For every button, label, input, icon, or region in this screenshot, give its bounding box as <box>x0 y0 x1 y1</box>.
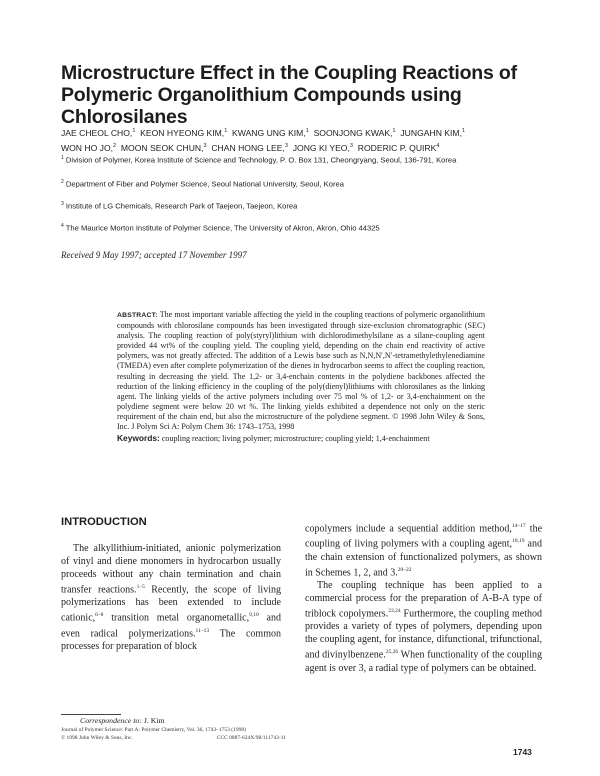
citation: 25,26 <box>385 649 399 656</box>
citation: 18,19 <box>512 538 525 545</box>
correspondence-label: Correspondence to: <box>80 716 142 725</box>
correspondence-note <box>80 716 165 725</box>
author: JONG KI YEO, <box>292 142 350 153</box>
author-sup: 4 <box>436 142 440 149</box>
text-run: The alkyllithium-initiated, anionic polymerization of vinyl and diene monomers in hydrocarbon usually proceeds without any chain termination and chain transfer reactions. <box>61 543 281 596</box>
affiliation-sup: 1 <box>61 155 64 161</box>
section-heading-introduction: INTRODUCTION <box>61 516 147 528</box>
citation: 11–13 <box>195 627 210 634</box>
author: JUNGAHN KIM, <box>400 127 462 138</box>
right-column <box>305 520 542 675</box>
journal-line: Journal of Polymer Science: Part A: Polymer Chemistry, Vol. 36, 1743–1753 (1998) <box>61 727 246 733</box>
intro-paragraph-2 <box>305 579 542 675</box>
abstract-paragraph <box>117 310 485 432</box>
affiliation-sup: 3 <box>61 201 64 207</box>
author-sup: 1 <box>392 128 396 134</box>
author-sup: 3 <box>349 142 353 149</box>
citation: 6–8 <box>95 612 104 619</box>
author-line-1 <box>61 125 541 140</box>
citation: 20–22 <box>397 566 412 573</box>
citation: 14–17 <box>511 523 526 529</box>
author: RODERIC P. QUIRK <box>357 142 437 153</box>
correspondence-name: J. Kim <box>143 716 165 725</box>
citation: 1–5 <box>136 584 145 590</box>
title-line-2: Polymeric Organolithium Compounds using Chlorosilanes <box>61 84 462 128</box>
abstract-text: The most important variable affecting the yield in the coupling reactions of polymeric organolithium compounds with chlorosilane compounds has been investigated through size-exclusion chromatographic (SEC) analysis. The coupling reaction of poly(styryl)lithium with dichlorodimethylsilane as a silane-coupling agent provided 44 wt% of the coupling yield. The coupling yield, depending on the chain end reactivity of active polymers, was not greatly affected. The addition of a Lewis base such as N,N,N′,N′-tetramethylethylenediamine (TMEDA) even after complete polymerization of the dienes in hydrocarbon seems to affect the coupling reaction, resulting in decreasing the yield. The 1,2- or 3,4-enchain contents in the polydiene backbones affected the reduction of the linking efficiency in the coupling of the poly(dienyl)lithiums with chlorosilanes as the linking agent. The linking yields of the active polymers including over 75 mol % of 1,2- or 3,4-enchainment on the polydiene segment were below 20 wt %. The linking yields exhibited a dependence not only on the steric requirement of the chain end, but also the microstructure of the polydiene segment. © 1998 John Wiley & Sons, Inc. J Polym Sci A: Polym Chem 36: 1743–1753, 1998 <box>117 310 486 432</box>
affiliation-text: Institute of LG Chemicals, Research Park of Taejeon, Taejeon, Korea <box>65 201 298 211</box>
author: MOON SEOK CHUN, <box>120 142 204 153</box>
ccc-code: CCC 0887-624X/98/111743-11 <box>216 735 286 741</box>
author: WON HO JO, <box>61 142 114 153</box>
author: KEON HYEONG KIM, <box>140 127 225 138</box>
intro-paragraph-1 <box>61 542 281 653</box>
author-line-2 <box>61 140 541 155</box>
page-number: 1743 <box>513 747 532 757</box>
text-run: transition metal organometallic, <box>103 612 250 624</box>
intro-paragraph-1-continued <box>305 520 542 579</box>
affiliation-sup: 4 <box>61 223 64 229</box>
affiliation-2 <box>61 179 541 189</box>
author-sup: 3 <box>284 142 288 149</box>
author-sup: 3 <box>203 142 207 149</box>
affiliation-text: The Maurice Morton Institute of Polymer Science, The University of Akron, Akron, Ohio 44325 <box>65 223 380 233</box>
text-run: copolymers include a sequential addition method, <box>305 523 512 535</box>
author: CHAN HONG LEE, <box>211 142 285 153</box>
text-run: When functionality of the coupling agent is over 3, a radial type of polymers can be obtained. <box>305 649 543 674</box>
affiliation-1 <box>61 155 541 165</box>
author: KWANG UNG KIM, <box>232 127 306 138</box>
affiliation-text: Division of Polymer, Korea Institute of Science and Technology, P. O. Box 131, Cheongryang, Seoul, 136-791, Korea <box>65 155 457 165</box>
citation: 9,10 <box>249 612 259 619</box>
affiliation-sup: 2 <box>61 179 64 185</box>
keywords-label: Keywords: <box>117 433 160 444</box>
author-sup: 1 <box>224 128 228 134</box>
paper-title <box>61 62 541 128</box>
abstract-label: ABSTRACT: <box>117 312 158 319</box>
author-sup: 1 <box>132 128 136 134</box>
author-sup: 1 <box>461 128 466 134</box>
author: JAE CHEOL CHO, <box>61 127 133 138</box>
text-run: and even radical polymerizations. <box>61 612 281 639</box>
author: SOONJONG KWAK, <box>313 127 393 138</box>
text-run: Furthermore, the coupling method provides a variety of types of polymers, depending upon the coupling agent, for instance, difunctional, trifunctional, and divinylbenzene. <box>305 608 542 661</box>
title-line-1: Microstructure Effect in the Coupling Reactions of <box>61 62 517 84</box>
author-sup: 2 <box>113 142 117 149</box>
text-run: the coupling of living polymers with a coupling agent, <box>305 523 543 550</box>
affiliation-text: Department of Fiber and Polymer Science, Seoul National University, Seoul, Korea <box>65 179 344 189</box>
copyright: © 1998 John Wiley & Sons, Inc. <box>61 735 133 741</box>
affiliation-4 <box>61 223 541 233</box>
text-run: Recently, the scope of living polymerizations has been extended to include cationic, <box>61 584 281 624</box>
keywords-text: coupling reaction; living polymer; microstructure; coupling yield; 1,4-enchainment <box>161 434 430 444</box>
author-list <box>61 125 541 155</box>
keywords-paragraph <box>117 433 485 444</box>
affiliation-3 <box>61 201 541 211</box>
text-run: The coupling technique has been applied to a commercial process for the preparation of A-B-A type of triblock copolymers. <box>305 579 542 620</box>
journal-info <box>61 726 286 742</box>
journal-copyright-row <box>61 734 286 742</box>
text-run: The common processes for preparation of block <box>61 627 281 652</box>
citation: 23,24 <box>388 607 401 614</box>
left-column <box>61 516 281 653</box>
abstract-block <box>117 310 485 444</box>
received-dates: Received 9 May 1997; accepted 17 November 1997 <box>61 250 247 260</box>
text-run: and the chain extension of functionalized polymers, as shown in Schemes 1, 2, and 3. <box>305 538 542 578</box>
footnote-rule <box>61 714 121 715</box>
author-sup: 1 <box>305 128 309 134</box>
